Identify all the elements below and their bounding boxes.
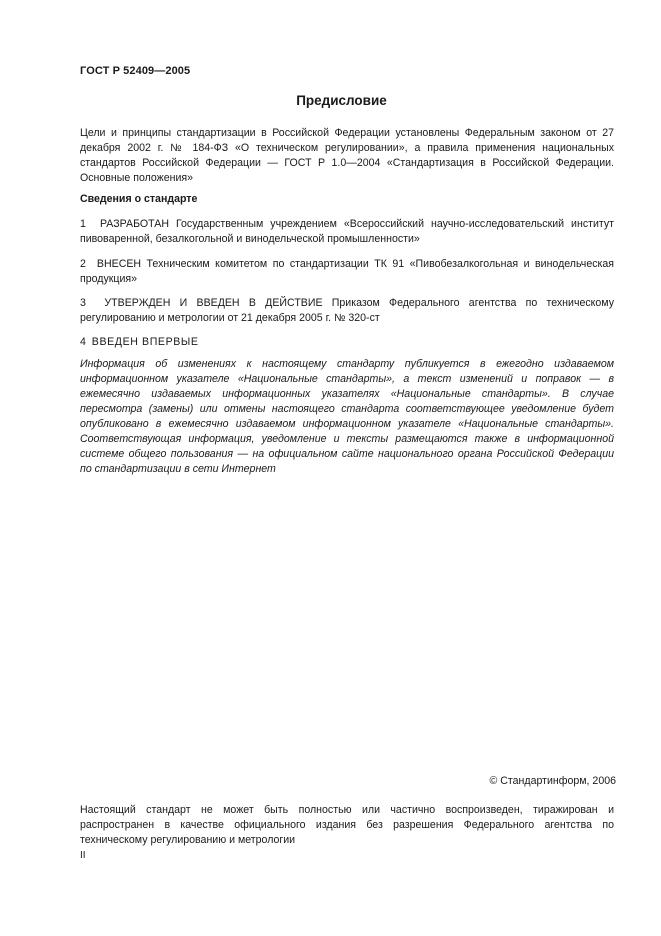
item-text: ВВЕДЕН ВПЕРВЫЕ xyxy=(91,336,199,348)
item-text: РАЗРАБОТАН Государственным учреждением «Всероссийский научно-исследовательский институт пивоваренной, безалкогольной и винодельческой промышленности» xyxy=(80,218,615,245)
item-number: 1 xyxy=(80,218,86,230)
page-number: II xyxy=(80,850,86,861)
item-number: 2 xyxy=(80,258,86,270)
intro-paragraph: Цели и принципы стандартизации в Российской Федерации установлены Федеральным законом от 27 декабря 2002 г. № 184-ФЗ «О техническом регулировании», а правила применения национальных стандартов Российской Федерации — ГОСТ Р 1.0—2004 «Стандартизация в Российской Федерации. Основные положения» xyxy=(80,127,614,184)
section-heading: Сведения о стандарте xyxy=(80,193,198,205)
page-title: Предисловие xyxy=(296,93,387,108)
item-text: ВНЕСЕН Техническим комитетом по стандартизации ТК 91 «Пивобезалкогольная и винодельческая продукция» xyxy=(80,258,615,285)
item-number: 4 xyxy=(80,336,86,348)
standard-info-item-4 xyxy=(80,335,614,350)
reproduction-notice: Настоящий стандарт не может быть полностью или частично воспроизведен, тиражирован и распространен в качестве официального издания без разрешения Федерального агентства по техническому регулированию и метрологии xyxy=(80,804,614,846)
document-id: ГОСТ Р 52409—2005 xyxy=(80,65,191,77)
standard-info-item-1 xyxy=(80,217,614,247)
standard-info-item-2 xyxy=(80,257,614,287)
amendments-notice: Информация об изменениях к настоящему стандарту публикуется в ежегодно издаваемом информационном указателе «Национальные стандарты», а текст изменений и поправок — в ежемесячно издаваемых информационных указателях «Национальные стандарты». В случае пересмотра (замены) или отмены настоящего стандарта соответствующее уведомление будет опубликовано в ежемесячно издаваемом информационном указателе «Национальные стандарты». Соответствующая информация, уведомление и тексты размещаются также в информационной системе общего пользования — на официальном сайте национального органа Российской Федерации по стандартизации в сети Интернет xyxy=(80,358,614,475)
standard-info-item-3 xyxy=(80,296,614,326)
item-number: 3 xyxy=(80,297,86,309)
item-text: УТВЕРЖДЕН И ВВЕДЕН В ДЕЙСТВИЕ Приказом Федерального агентства по техническому регулированию и метрологии от 21 декабря 2005 г. № 320-ст xyxy=(80,297,615,324)
copyright-notice: © Стандартинформ, 2006 xyxy=(489,775,616,787)
